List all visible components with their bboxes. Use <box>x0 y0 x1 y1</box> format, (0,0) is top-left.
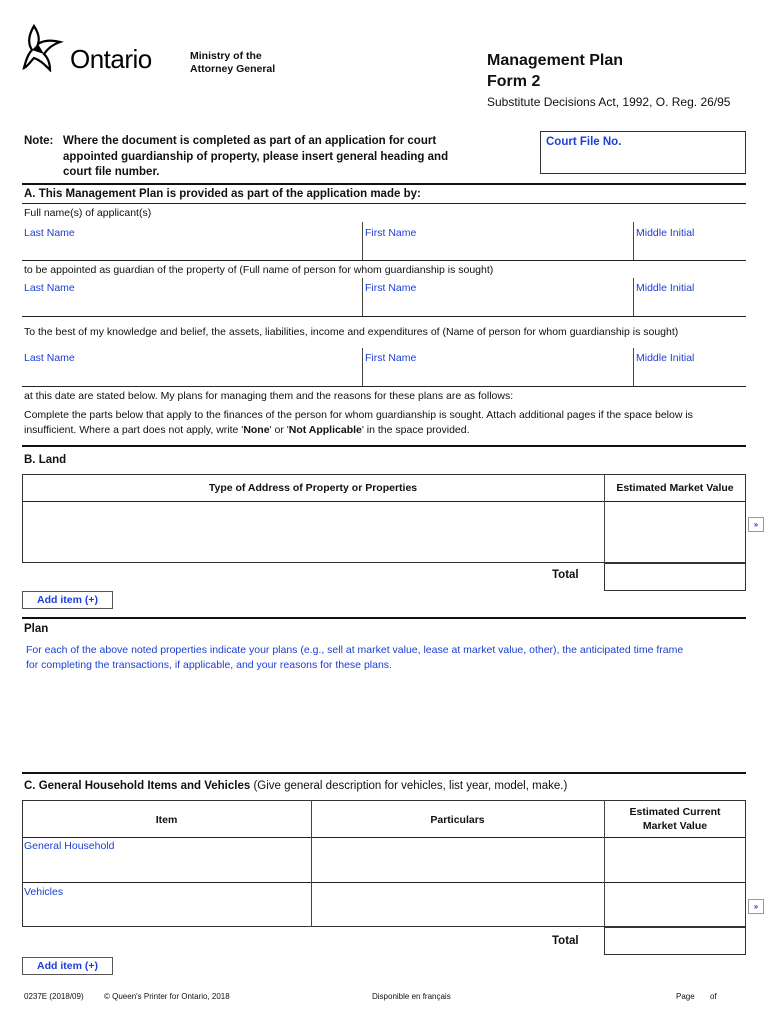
person-first-name-field[interactable] <box>363 278 633 316</box>
section-c-heading: C. General Household Items and Vehicles (Give general description for vehicles, list year, model, make.) <box>24 780 568 792</box>
land-col-value-header: Estimated Market Value <box>616 482 734 494</box>
section-a-heading: A. This Management Plan is provided as part of the application made by: <box>24 188 421 200</box>
land-total-label: Total <box>552 569 579 581</box>
land-value-cell[interactable] <box>605 502 745 562</box>
household-col-value-header-line2: Market Value <box>642 820 708 832</box>
household-col-particulars-header: Particulars <box>430 814 485 826</box>
person-last-name-label: Last Name <box>24 282 75 294</box>
person-middle-initial-field[interactable] <box>634 278 746 316</box>
plan-heading: Plan <box>24 623 49 635</box>
household-col-item-header: Item <box>155 814 178 826</box>
household-general-value[interactable] <box>605 838 745 881</box>
household-add-item-button[interactable]: Add item (+) <box>22 957 113 975</box>
applicant-middle-initial-label: Middle Initial <box>636 227 695 239</box>
household-total-label: Total <box>552 935 579 947</box>
land-type-cell[interactable] <box>23 502 603 562</box>
applicant-last-name-field[interactable] <box>22 222 362 260</box>
assets-person-last-name-label: Last Name <box>24 352 75 364</box>
plan-text-line-1: For each of the above noted properties indicate your plans (e.g., sell at market value, lease at market value, other), the anticipated time frame <box>26 644 684 656</box>
assets-person-middle-initial-label: Middle Initial <box>636 352 695 364</box>
footer-page-of: of <box>710 992 717 1001</box>
household-row-expand-button[interactable]: » <box>748 899 764 914</box>
instructions-line-2: insufficient. Where a part does not apply, write 'None' or 'Not Applicable' in the space provided. <box>24 424 470 436</box>
knowledge-text: To the best of my knowledge and belief, the assets, liabilities, income and expenditures of (Name of person for whom guardianship is sought) <box>24 326 679 338</box>
land-col-type-header: Type of Address of Property or Properties <box>208 482 418 494</box>
land-total-field[interactable] <box>604 563 746 591</box>
date-statement: at this date are stated below. My plans for managing them and the reasons for these plans are as follows: <box>24 390 514 402</box>
court-file-label: Court File No. <box>546 136 622 148</box>
household-row-vehicles[interactable]: Vehicles <box>24 886 64 898</box>
footer-copyright: © Queen's Printer for Ontario, 2018 <box>104 992 230 1001</box>
footer-french-link[interactable]: Disponible en français <box>372 992 451 1001</box>
assets-person-first-name-field[interactable] <box>363 348 633 386</box>
ministry-line-2: Attorney General <box>190 63 276 75</box>
household-total-field[interactable] <box>604 927 746 955</box>
land-add-item-button[interactable]: Add item (+) <box>22 591 113 609</box>
household-general-particulars[interactable] <box>312 838 603 881</box>
person-last-name-field[interactable] <box>22 278 362 316</box>
note-line-1: Where the document is completed as part of an application for court <box>63 135 437 147</box>
land-row-expand-button[interactable]: » <box>748 517 764 532</box>
note-label: Note: <box>24 135 54 147</box>
household-vehicles-value[interactable] <box>605 883 745 926</box>
plan-text-line-2: for completing the transactions, if applicable, and your reasons for these plans. <box>26 659 392 671</box>
ontario-wordmark: Ontario <box>70 44 152 74</box>
note-line-3: court file number. <box>63 166 160 178</box>
ontario-trillium-icon <box>22 24 72 72</box>
assets-person-middle-initial-field[interactable] <box>634 348 746 386</box>
applicant-first-name-label: First Name <box>365 227 417 239</box>
form-title: Management Plan <box>487 52 624 69</box>
form-subtitle: Substitute Decisions Act, 1992, O. Reg. 26/95 <box>487 95 731 109</box>
ministry-line-1: Ministry of the <box>190 50 262 62</box>
court-file-field[interactable] <box>540 131 746 174</box>
guardian-text: to be appointed as guardian of the property of (Full name of person for whom guardianship is sought) <box>24 264 494 276</box>
form-number-title: Form 2 <box>487 73 541 90</box>
assets-person-first-name-label: First Name <box>365 352 417 364</box>
applicant-middle-initial-field[interactable] <box>634 222 746 260</box>
note-line-2: appointed guardianship of property, please insert general heading and <box>63 151 449 163</box>
applicants-label: Full name(s) of applicant(s) <box>24 207 152 219</box>
applicant-first-name-field[interactable] <box>363 222 633 260</box>
applicant-last-name-label: Last Name <box>24 227 75 239</box>
section-b-heading: B. Land <box>24 454 67 466</box>
household-vehicles-particulars[interactable] <box>312 883 603 926</box>
person-first-name-label: First Name <box>365 282 417 294</box>
household-col-value-header-line1: Estimated Current <box>629 806 721 818</box>
household-row-general[interactable]: General Household <box>24 840 115 852</box>
footer-page-label: Page <box>676 992 695 1001</box>
plan-field[interactable] <box>22 640 746 770</box>
footer-form-number: 0237E (2018/09) <box>24 992 84 1001</box>
assets-person-last-name-field[interactable] <box>22 348 362 386</box>
person-middle-initial-label: Middle Initial <box>636 282 695 294</box>
instructions-line-1: Complete the parts below that apply to the finances of the person for whom guardianship is sought. Attach additional pages if the space below is <box>24 409 693 421</box>
